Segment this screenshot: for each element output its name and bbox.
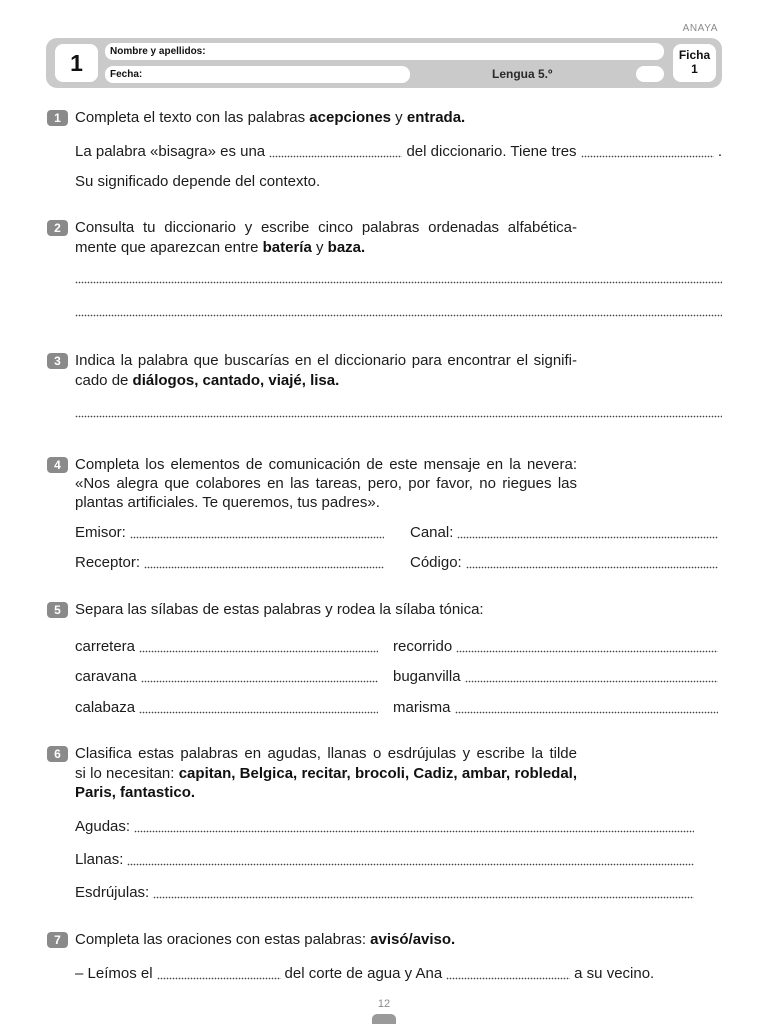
category-row-esdrujulas bbox=[75, 883, 698, 903]
word-row bbox=[75, 698, 382, 718]
instruction-text: Completa el texto con las palabras bbox=[75, 109, 310, 126]
key-term: baza. bbox=[327, 239, 366, 256]
key-term: avisó/aviso. bbox=[370, 931, 456, 948]
instruction-text: Completa las oraciones con estas palabras: bbox=[75, 931, 371, 948]
field-label: Código: bbox=[410, 554, 462, 571]
instruction-line bbox=[75, 474, 577, 494]
fill-in-sentence bbox=[75, 964, 654, 984]
word-row bbox=[75, 667, 382, 687]
answer-blank bbox=[456, 637, 718, 657]
field-label: Esdrújulas: bbox=[75, 884, 150, 901]
instruction-text: Indica la palabra que buscarías en el diccionario para encontrar el signifi- bbox=[75, 352, 577, 369]
word-row bbox=[75, 637, 382, 657]
answer-blank bbox=[134, 817, 694, 837]
instruction-line bbox=[75, 930, 455, 950]
key-term: capitan, Belgica, recitar, brocoli, Cadiz, ambar, robledal, bbox=[178, 765, 577, 782]
instruction-line bbox=[75, 600, 484, 620]
instruction-text: Completa los elementos de comunicación de este mensaje en la nevera: bbox=[75, 456, 577, 473]
answer-blank bbox=[455, 698, 718, 718]
field-label: Agudas: bbox=[75, 818, 131, 835]
instruction-line bbox=[75, 783, 195, 803]
answer-blank bbox=[141, 667, 378, 687]
answer-blank bbox=[446, 964, 570, 984]
name-field bbox=[105, 43, 664, 60]
answer-line bbox=[75, 415, 722, 418]
sentence-text: La palabra «bisagra» es una bbox=[75, 143, 266, 160]
instruction-text: plantas artificiales. Te queremos, tus padres». bbox=[75, 494, 380, 511]
worksheet-header bbox=[46, 38, 722, 88]
word-row bbox=[393, 667, 722, 687]
answer-blank bbox=[269, 142, 402, 162]
key-term: entrada. bbox=[406, 109, 466, 126]
answer-blank bbox=[130, 523, 384, 543]
sheet-badge bbox=[673, 44, 716, 82]
answer-blank bbox=[581, 142, 714, 162]
answer-blank bbox=[139, 698, 378, 718]
sentence-text: del corte de agua y Ana bbox=[284, 965, 443, 982]
instruction-text: Clasifica estas palabras en agudas, llanas o esdrújulas y escribe la tilde bbox=[75, 745, 577, 762]
instruction-line bbox=[75, 455, 577, 475]
instruction-text: Separa las sílabas de estas palabras y rodea la sílaba tónica: bbox=[75, 601, 484, 618]
word-label: buganvilla bbox=[393, 668, 461, 685]
publisher-logo: ANAYA bbox=[682, 23, 718, 34]
word-label: calabaza bbox=[75, 699, 136, 716]
answer-blank bbox=[144, 553, 384, 573]
instruction-line bbox=[75, 371, 339, 391]
answer-blank bbox=[127, 850, 694, 870]
exercise-number-badge: 4 bbox=[47, 457, 68, 473]
answer-line bbox=[75, 281, 722, 284]
field-row-codigo bbox=[410, 553, 722, 573]
category-row-llanas bbox=[75, 850, 698, 870]
key-term: batería bbox=[262, 239, 312, 256]
category-row-agudas bbox=[75, 817, 698, 837]
sentence-text: a su vecino. bbox=[574, 965, 655, 982]
instruction-text: si lo necesitan: bbox=[75, 765, 179, 782]
field-row-canal bbox=[410, 523, 722, 543]
field-label: Canal: bbox=[410, 524, 454, 541]
word-row bbox=[393, 637, 722, 657]
word-label: recorrido bbox=[393, 638, 453, 655]
word-label: marisma bbox=[393, 699, 451, 716]
instruction-text: «Nos alegra que colabores en las tareas, pero, por favor, no riegues las bbox=[75, 475, 577, 492]
instruction-text: y bbox=[391, 109, 407, 126]
sentence-text: – Leímos el bbox=[75, 965, 153, 982]
unit-number-badge: 1 bbox=[55, 44, 98, 82]
field-row-emisor bbox=[75, 523, 388, 543]
fill-in-sentence bbox=[75, 142, 722, 162]
subject-label: Lengua 5.º bbox=[492, 67, 553, 81]
blank-field bbox=[636, 66, 664, 82]
page-number: 12 bbox=[377, 998, 391, 1010]
instruction-text: mente que aparezcan entre bbox=[75, 239, 263, 256]
sentence-text: del diccionario. Tiene tres bbox=[406, 143, 577, 160]
field-row-receptor bbox=[75, 553, 388, 573]
exercise-number-badge: 6 bbox=[47, 746, 68, 762]
exercise-number-badge: 5 bbox=[47, 602, 68, 618]
instruction-line bbox=[75, 493, 380, 513]
instruction-line bbox=[75, 238, 365, 258]
field-label: Llanas: bbox=[75, 851, 124, 868]
answer-blank bbox=[139, 637, 378, 657]
instruction-line bbox=[75, 218, 577, 238]
answer-blank bbox=[466, 553, 718, 573]
date-field bbox=[105, 66, 410, 83]
answer-blank bbox=[153, 883, 694, 903]
answer-line bbox=[75, 314, 722, 317]
instruction-text: y bbox=[311, 239, 328, 256]
field-label: Emisor: bbox=[75, 524, 126, 541]
sentence-text: . bbox=[717, 143, 723, 160]
word-row bbox=[393, 698, 722, 718]
instruction-line bbox=[75, 744, 577, 764]
exercise-number-badge: 2 bbox=[47, 220, 68, 236]
word-label: carretera bbox=[75, 638, 136, 655]
sentence-text: Su significado depende del contexto. bbox=[75, 173, 321, 190]
instruction-text: Consulta tu diccionario y escribe cinco palabras ordenadas alfabética- bbox=[75, 219, 577, 236]
name-label: Nombre y apellidos: bbox=[110, 46, 206, 57]
answer-blank bbox=[157, 964, 281, 984]
instruction-line bbox=[75, 108, 465, 128]
exercise-number-badge: 3 bbox=[47, 353, 68, 369]
instruction-text: cado de bbox=[75, 372, 133, 389]
answer-blank bbox=[457, 523, 718, 543]
key-term: acepciones bbox=[309, 109, 392, 126]
field-label: Receptor: bbox=[75, 554, 141, 571]
page-tab bbox=[372, 1014, 396, 1024]
key-term: Paris, fantastico. bbox=[75, 784, 196, 801]
instruction-line bbox=[75, 351, 577, 371]
word-label: caravana bbox=[75, 668, 137, 685]
answer-blank bbox=[465, 667, 718, 687]
exercise-number-badge: 7 bbox=[47, 932, 68, 948]
date-label: Fecha: bbox=[110, 69, 143, 80]
exercise-number-badge: 1 bbox=[47, 110, 68, 126]
instruction-line bbox=[75, 764, 577, 784]
sheet-label: Ficha bbox=[678, 48, 711, 62]
key-term: diálogos, cantado, viajé, lisa. bbox=[132, 372, 340, 389]
sheet-number: 1 bbox=[691, 62, 698, 76]
